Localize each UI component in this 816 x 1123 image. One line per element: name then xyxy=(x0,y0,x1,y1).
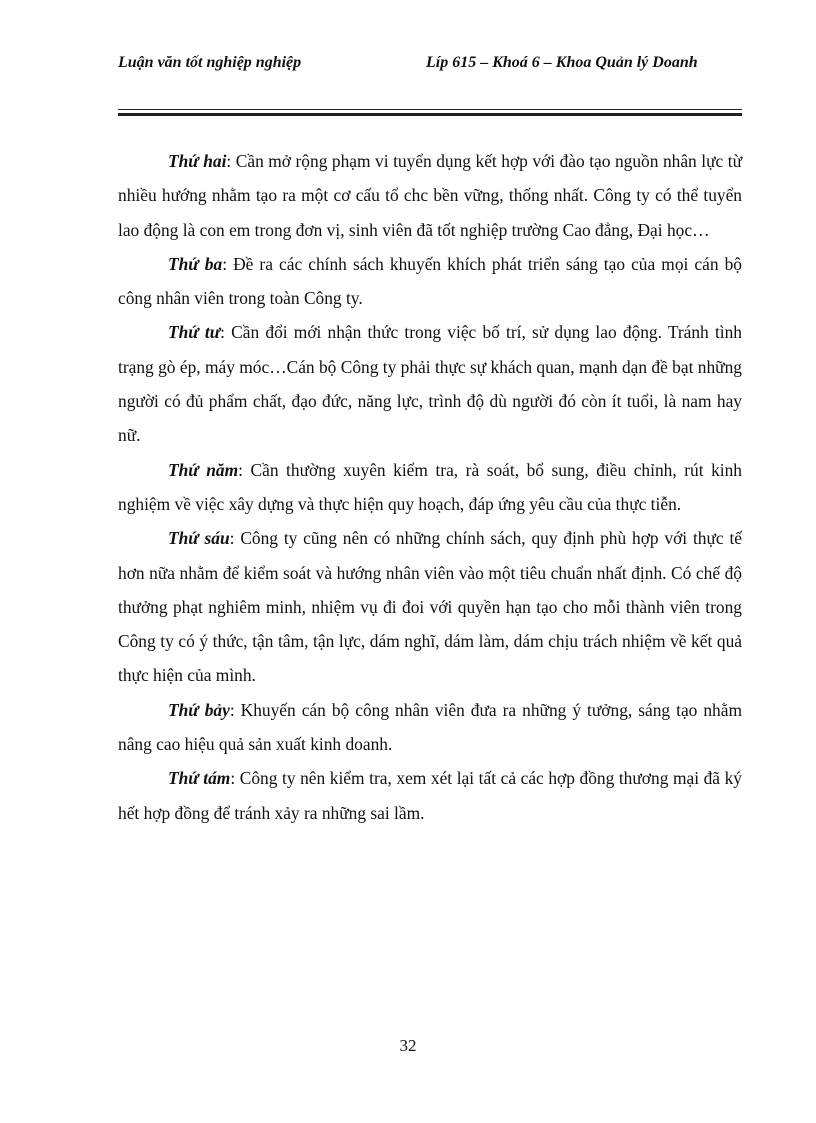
paragraph xyxy=(118,761,742,830)
header-rule-thick xyxy=(118,113,742,116)
paragraph xyxy=(118,453,742,522)
paragraph-text: : Công ty nên kiểm tra, xem xét lại tất cả các hợp đồng thương mại đã ký hết hợp đồng để tránh xảy ra những sai lầm. xyxy=(118,768,742,823)
paragraph-text: : Khuyến cán bộ công nhân viên đưa ra những ý tưởng, sáng tạo nhằm nâng cao hiệu quả sản xuất kinh doanh. xyxy=(118,699,742,755)
paragraph-text: : Công ty cũng nên có những chính sách, quy định phù hợp với thực tế hơn nữa nhằm để kiểm soát và hướng nhân viên vào một tiêu chuẩn nhất định. Có chế độ thưởng phạt nghiêm minh, nhiệm vụ đi đoi với quyền hạn tạo cho mỗi thành viên trong Công ty có ý thức, tận tâm, tận lực, dám nghĩ, dám làm, dám chịu trách nhiệm về kết quả thực hiện của mình. xyxy=(118,528,742,686)
paragraph-lead: Thứ ba xyxy=(168,253,223,274)
paragraph-text: : Cần thường xuyên kiểm tra, rà soát, bổ sung, điều chỉnh, rút kinh nghiệm về việc xây dựng và thực hiện quy hoạch, đáp ứng yêu cầu của thực tiễn. xyxy=(118,459,742,514)
paragraph-text: : Cần đổi mới nhận thức trong việc bố trí, sử dụng lao động. Tránh tình trạng gò ép, máy móc…Cán bộ Công ty phải thực sự khách quan, mạnh dạn đề bạt những người có đủ phẩm chất, đạo đức, năng lực, trình độ dù người đó còn ít tuổi, là nam hay nữ. xyxy=(118,322,742,446)
paragraph-text: : Cần mở rộng phạm vi tuyển dụng kết hợp với đào tạo nguồn nhân lực từ nhiều hướng nhằm tạo ra một cơ cấu tổ chc bền vững, thống nhất. Công ty có thể tuyển lao động là con em trong đơn vị, sinh viên đã tốt nghiệp trường Cao đẳng, Đại học… xyxy=(118,151,742,240)
header-left: Luận văn tốt nghiệp nghiệp xyxy=(118,54,302,71)
paragraph-lead: Thứ năm xyxy=(168,459,239,480)
page-number: 32 xyxy=(399,1036,417,1055)
paragraph xyxy=(118,247,742,316)
paragraph-lead: Thứ tư xyxy=(168,322,221,343)
paragraph-lead: Thứ hai xyxy=(168,151,227,171)
paragraph-lead: Thứ bảy xyxy=(168,699,230,720)
body-text xyxy=(118,144,742,830)
paragraph-lead: Thứ tám xyxy=(168,768,231,789)
header-rule-thin xyxy=(118,109,742,110)
paragraph xyxy=(118,144,742,247)
paragraph xyxy=(118,315,742,452)
paragraph-lead: Thứ sáu xyxy=(168,528,230,549)
header-right: Líp 615 – Khoá 6 – Khoa Quản lý Doanh xyxy=(426,54,698,71)
paragraph xyxy=(118,693,742,762)
paragraph xyxy=(118,521,742,692)
paragraph-text: : Đề ra các chính sách khuyến khích phát triển sáng tạo của mọi cán bộ công nhân viên trong toàn Công ty. xyxy=(118,253,743,309)
